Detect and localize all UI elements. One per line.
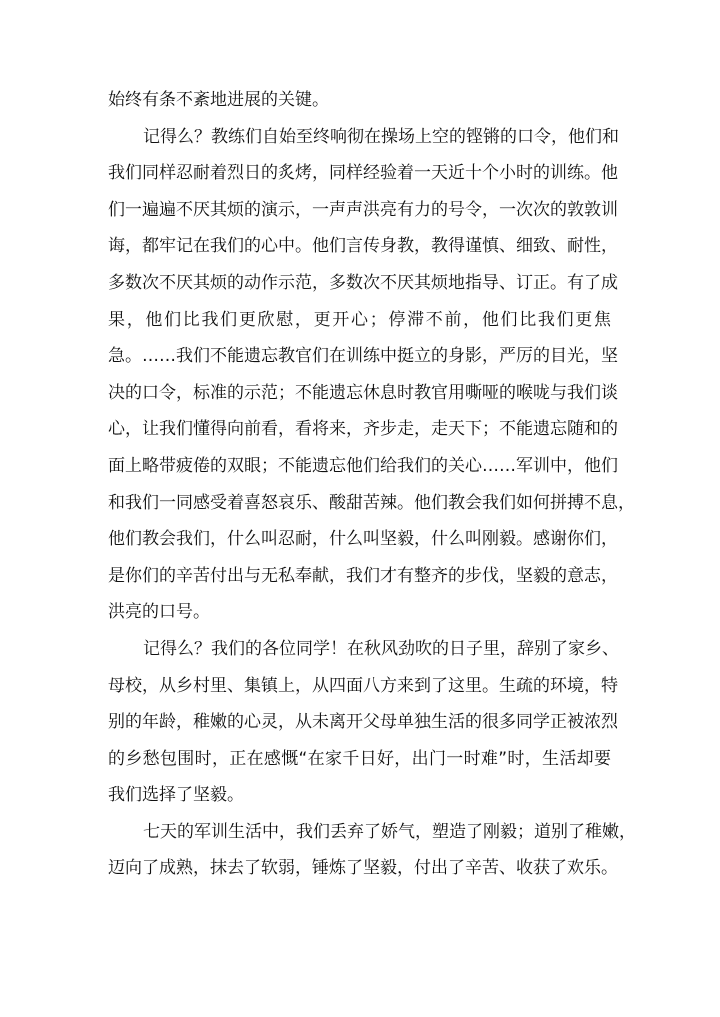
paragraph-1-line-1: 始终有条不紊地进展的关键。 xyxy=(108,90,329,110)
document-body xyxy=(108,82,636,887)
paragraph-2-line-6: 果，他们比我们更欣慰，更开心；停滞不前，他们比我们更焦 xyxy=(108,309,611,330)
paragraph-2-line-7: 急。……我们不能遗忘教官们在训练中挺立的身影，严厉的目光，坚 xyxy=(108,346,618,367)
paragraph-2-line-9: 心，让我们懂得向前看，看将来，齐步走，走天下；不能遗忘随和的 xyxy=(108,419,618,440)
paragraph-3-line-3: 别的年龄，稚嫩的心灵，从未离开父母单独生活的很多同学正被浓烈 xyxy=(108,712,618,733)
paragraph-3-line-5: 我们选择了坚毅。 xyxy=(108,785,244,806)
paragraph-2-line-2: 我们同样忍耐着烈日的炙烤，同样经验着一天近十个小时的训练。他 xyxy=(108,163,618,184)
paragraph-2-line-12: 他们教会我们，什么叫忍耐，什么叫坚毅，什么叫刚毅。感谢你们， xyxy=(108,529,618,550)
paragraph-2-line-11: 和我们一同感受着喜怒哀乐、酸甜苦辣。他们教会我们如何拼搏不息， xyxy=(108,492,635,513)
paragraph-2-line-14: 洪亮的口号。 xyxy=(108,602,210,623)
paragraph-2-line-1: 记得么？教练们自始至终响彻在操场上空的铿锵的口令，他们和 xyxy=(143,126,619,147)
paragraph-2-line-4: 诲，都牢记在我们的心中。他们言传身教，教得谨慎、细致、耐性， xyxy=(108,236,618,257)
paragraph-2-line-13: 是你们的辛苦付出与无私奉献，我们才有整齐的步伐，坚毅的意志， xyxy=(108,565,618,586)
paragraph-4-line-1: 七天的军训生活中，我们丢弃了娇气，塑造了刚毅；道别了稚嫩， xyxy=(143,821,636,842)
paragraph-3-line-1: 记得么？我们的各位同学！在秋风劲吹的日子里，辞别了家乡、 xyxy=(143,638,619,659)
paragraph-2-line-8: 决的口令，标准的示范；不能遗忘休息时教官用嘶哑的喉咙与我们谈 xyxy=(108,382,618,403)
paragraph-3-line-4: 的乡愁包围时，正在感慨“在家千日好，出门一时难”时，生活却要 xyxy=(108,748,611,769)
paragraph-2-line-5: 多数次不厌其烦的动作示范，多数次不厌其烦地指导、订正。有了成 xyxy=(108,272,618,293)
paragraph-2-line-10: 面上略带疲倦的双眼；不能遗忘他们给我们的关心……军训中，他们 xyxy=(108,455,618,476)
paragraph-2-line-3: 们一遍遍不厌其烦的演示，一声声洪亮有力的号令，一次次的敦敦训 xyxy=(108,199,618,220)
paragraph-3-line-2: 母校，从乡村里、集镇上，从四面八方来到了这里。生疏的环境，特 xyxy=(108,675,618,696)
paragraph-4-line-2: 迈向了成熟，抹去了软弱，锤炼了坚毅，付出了辛苦、收获了欢乐。 xyxy=(108,858,618,879)
